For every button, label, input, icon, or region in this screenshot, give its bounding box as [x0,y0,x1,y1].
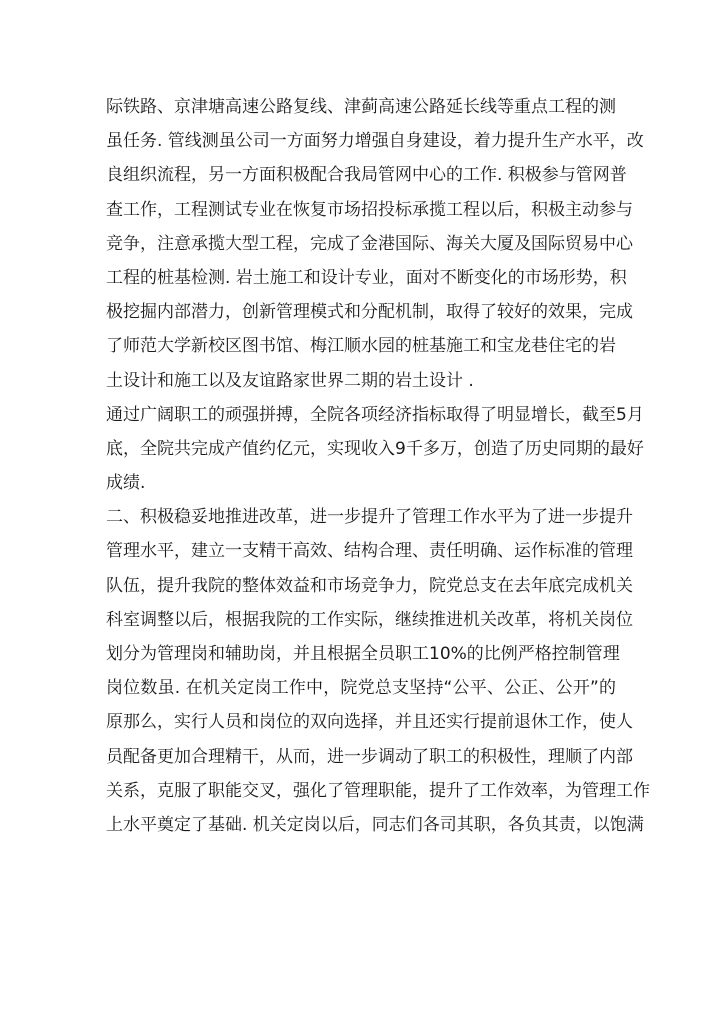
text-line: 土设计和施工以及友谊路家世界二期的岩土设计 . [106,370,474,391]
text-line: 队伍，提升我院的整体效益和市场竞争力，院党总支在去年底完成机关 [106,575,633,596]
text-line: 竞争，注意承揽大型工程，完成了金港国际、海关大厦及国际贸易中心 [106,233,633,254]
text-line: 查工作，工程测试专业在恢复市场招投标承揽工程以后，积极主动参与 [106,199,633,220]
text-line: 了师范大学新校区图书馆、梅江顺水园的桩基施工和宝龙巷住宅的岩 [106,336,616,357]
text-line: 虽任务. 管线测虽公司一方面努力增强自身建设，着力提升生产水平，改 [106,131,644,152]
text-line: 际铁路、京津塘高速公路复线、津蓟高速公路延长线等重点工程的测 [106,97,616,117]
text-line: 良组织流程，另一方面积极配合我局管网中心的工作. 积极参与管网普 [106,165,627,186]
body-text [106,90,650,842]
text-line: 员配备更加合理精干，从而，进一步调动了职工的积极性，理顺了内部 [106,746,633,767]
text-line: 工程的桩基检测. 岩土施工和设计专业，面对不断变化的市场形势，积 [106,267,627,288]
text-line: 科室调整以后，根据我院的工作实际，继续推进机关改革，将机关岗位 [106,609,633,630]
text-line: 二、积极稳妥地推进改革，进一步提升了管理工作水平为了进一步提升 [106,507,633,528]
text-line: 岗位数虽. 在机关定岗工作中，院党总支坚持“公平、公正、公开”的 [106,678,616,699]
text-line: 上水平奠定了基础. 机关定岗以后，同志们各司其职，各负其责，以饱满 [106,814,644,835]
text-line: 管理水平，建立一支精干高效、结构合理、责任明确、运作标准的管理 [106,541,633,562]
text-line: 极挖掘内部潜力，创新管理模式和分配机制，取得了较好的效果，完成 [106,302,633,323]
text-line: 底，全院共完成产值约亿元，实现收入9千多万，创造了历史同期的最好 [106,438,644,459]
text-line: 关系，克服了职能交叉，强化了管理职能，提升了工作效率，为管理工作 [106,780,650,801]
text-line: 通过广阔职工的顽强拼搏，全院各项经济指标取得了明显增长，截至5月 [106,404,644,425]
text-line: 成绩. [106,473,146,494]
text-line: 原那么，实行人员和岗位的双向选择，并且还实行提前退休工作，使人 [106,712,633,733]
text-line: 划分为管理岗和辅助岗，并且根据全员职工10%的比例严格控制管理 [106,644,620,664]
